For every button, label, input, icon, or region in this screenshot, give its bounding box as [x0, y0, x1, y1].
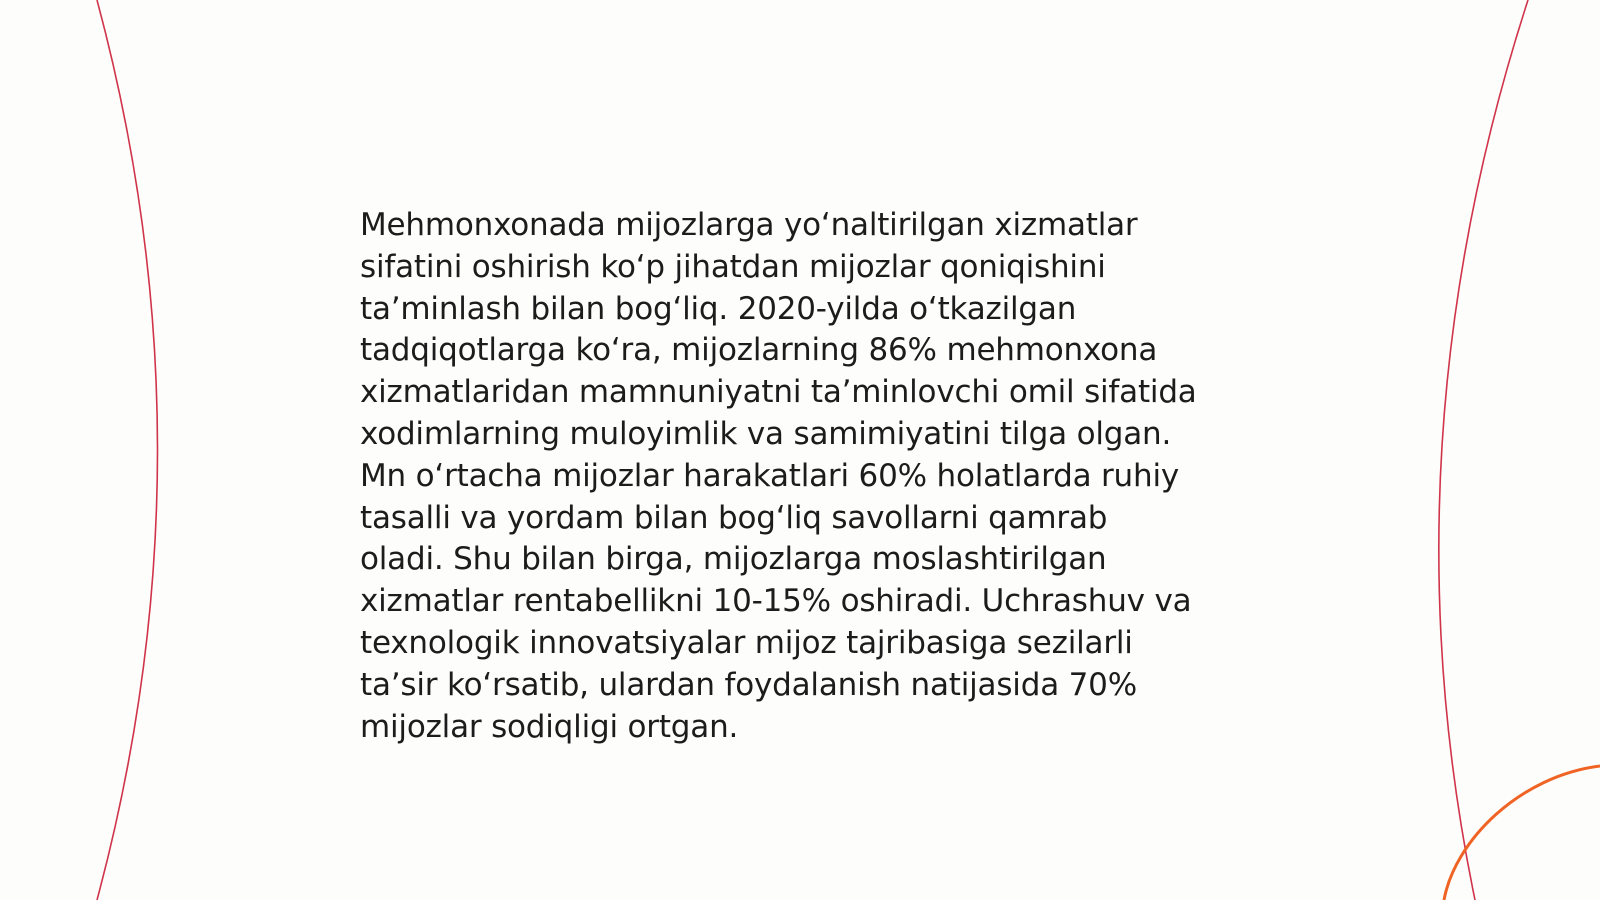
- right-arc: [1439, 0, 1528, 900]
- bottom-right-orange-arc: [1444, 766, 1600, 900]
- body-paragraph: Mehmonxonada mijozlarga yo‘naltirilgan xizmatlar sifatini oshirish ko‘p jihatdan mijozlar qoniqishini ta’minlash bilan bog‘liq. 2020-yilda o‘tkazilgan tadqiqotlarga ko‘ra, mijozlarning 86% mehmonxona xizmatlaridan mamnuniyatni ta’minlovchi omil sifatida xodimlarning muloyimlik va samimiyatini tilga olgan. Mn o‘rtacha mijozlar harakatlari 60% holatlarda ruhiy tasalli va yordam bilan bog‘liq savollarni qamrab oladi. Shu bilan birga, mijozlarga moslashtirilgan xizmatlar rentabellikni 10-15% oshiradi. Uchrashuv va texnologik innovatsiyalar mijoz tajribasiga sezilarli ta’sir ko‘rsatib, ulardan foydalanish natijasida 70% mijozlar sodiqligi ortgan.: [360, 207, 1197, 745]
- left-arc: [97, 0, 158, 900]
